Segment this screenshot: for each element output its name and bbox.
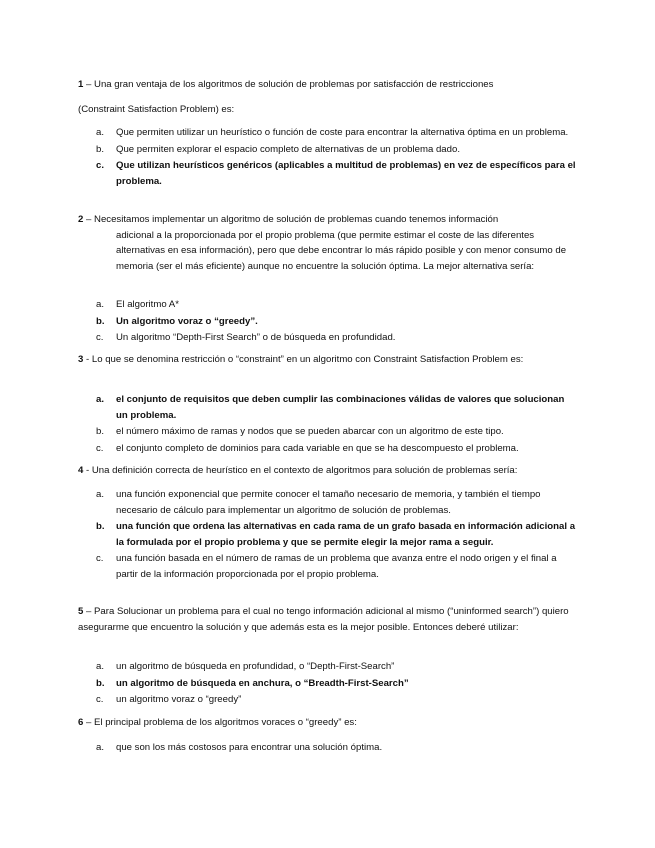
option-b: b. una función que ordena las alternativas en cada rama de un grafo basada en información adicional a la formulada por el propio problema y que se permite elegir la mejor rama a seguir. bbox=[96, 521, 576, 548]
question-text: Lo que se denomina restricción o “constraint” en un algoritmo con Constraint Satisfaction Problem es: bbox=[91, 354, 524, 365]
question-2-options bbox=[96, 297, 578, 347]
option-c: c. un algoritmo voraz o “greedy” bbox=[96, 694, 242, 706]
question-6: 6 – El principal problema de los algoritmos voraces o “greedy” es: bbox=[78, 717, 357, 728]
question-1: 1 – Una gran ventaja de los algoritmos de solución de problemas por satisfacción de restricciones bbox=[78, 79, 494, 90]
question-text: Necesitamos implementar un algoritmo de solución de problemas cuando tenemos información bbox=[94, 214, 499, 225]
question-number: 5 bbox=[78, 606, 84, 617]
question-number: 1 bbox=[78, 79, 84, 90]
option-b: b. el número máximo de ramas y nodos que se pueden abarcar con un algoritmo de este tipo. bbox=[96, 426, 504, 438]
question-1-continuation: (Constraint Satisfaction Problem) es: bbox=[78, 104, 235, 115]
option-c: c. Un algoritmo “Depth-First Search” o de búsqueda en profundidad. bbox=[96, 332, 396, 344]
question-5-options bbox=[96, 659, 578, 709]
option-b: b. Un algoritmo voraz o “greedy”. bbox=[96, 315, 258, 327]
question-text: Una gran ventaja de los algoritmos de solución de problemas por satisfacción de restricciones bbox=[94, 79, 494, 90]
question-5: 5 – Para Solucionar un problema para el cual no tengo información adicional al mismo (“uninformed search”) quiero asegurarme que encuentro la solución y que además esta es la mejor posible. Entonces deberé utilizar: bbox=[78, 606, 569, 633]
question-6-options bbox=[96, 740, 578, 757]
question-3: 3 - Lo que se denomina restricción o “constraint” en un algoritmo con Constraint Satisfaction Problem es: bbox=[78, 354, 524, 365]
question-number: 2 bbox=[78, 214, 84, 225]
question-text: El principal problema de los algoritmos voraces o “greedy” es: bbox=[94, 717, 357, 728]
option-a: a. que son los más costosos para encontrar una solución óptima. bbox=[96, 742, 383, 753]
question-text: Para Solucionar un problema para el cual no tengo información adicional al mismo (“uninformed search”) quiero asegurarme que encuentro la solución y que además esta es la mejor posible. Entonces deberé utilizar: bbox=[78, 606, 569, 633]
option-a: a. el conjunto de requisitos que deben cumplir las combinaciones válidas de valores que solucionan un problema. bbox=[96, 394, 565, 421]
option-c: c. una función basada en el número de ramas de un problema que avanza entre el nodo origen y el final a partir de la información proporcionada por el propio problema. bbox=[96, 553, 557, 580]
question-number: 4 bbox=[78, 465, 84, 476]
question-text: Una definición correcta de heurístico en el contexto de algoritmos para solución de problemas sería: bbox=[91, 465, 518, 476]
question-4: 4 - Una definición correcta de heurístico en el contexto de algoritmos para solución de problemas sería: bbox=[78, 465, 518, 476]
option-c: c. Que utilizan heurísticos genéricos (aplicables a multitud de problemas) en vez de específicos para el problema. bbox=[96, 160, 576, 187]
question-2: 2 – Necesitamos implementar un algoritmo de solución de problemas cuando tenemos información adicional a la proporcionada por el propio problema (que permite estimar el coste de las diferentes alternativas en esa información), pero que debe encontrar lo más rápido posible y con menor consumo de memoria (ser el más eficiente) aunque no encuentre la solución óptima. La mejor alternativa sería: bbox=[78, 214, 567, 272]
option-a: a. El algoritmo A* bbox=[96, 299, 179, 310]
question-number: 6 bbox=[78, 717, 84, 728]
option-c: c. el conjunto completo de dominios para cada variable en que se ha descompuesto el problema. bbox=[96, 442, 519, 454]
option-b: b. un algoritmo de búsqueda en anchura, o “Breadth-First-Search” bbox=[96, 677, 409, 689]
option-a: a. un algoritmo de búsqueda en profundidad, o “Depth-First-Search” bbox=[96, 661, 395, 672]
question-3-options bbox=[96, 392, 578, 457]
question-4-options bbox=[96, 487, 578, 584]
question-1-options bbox=[96, 125, 578, 190]
option-a: a. Que permiten utilizar un heurístico o función de coste para encontrar la alternativa óptima en un problema. bbox=[96, 127, 569, 138]
option-a: a. una función exponencial que permite conocer el tamaño necesario de memoria, y también el tiempo necesario de cálculo para implementar un algoritmo de solución de problemas. bbox=[96, 489, 541, 516]
question-number: 3 bbox=[78, 354, 84, 365]
option-b: b. Que permiten explorar el espacio completo de alternativas de un problema dado. bbox=[96, 143, 460, 155]
